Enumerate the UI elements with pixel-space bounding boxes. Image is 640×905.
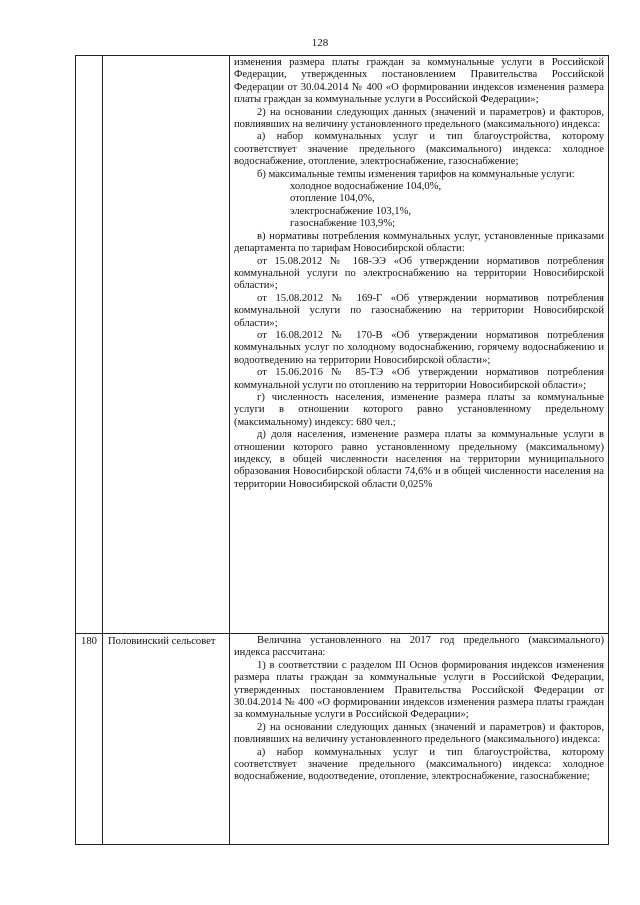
row-number-cell: 180 — [76, 634, 103, 845]
paragraph: г) численность населения, изменение размера платы за коммунальные услуги в отношении которого равно установленному предельному (максимальному) индексу: 680 чел.; — [234, 391, 604, 428]
description-cell — [230, 634, 609, 845]
paragraph: изменения размера платы граждан за коммунальные услуги в Российской Федерации, утвержденных постановлением Правительства Российской Федерации от 30.04.2014 № 400 «О формировании индексов изменения размера платы граждан за коммунальные услуги в Российской Федерации»; — [234, 57, 604, 106]
tariff-list-item: газоснабжение 103,9%; — [290, 218, 396, 230]
paragraph: а) набор коммунальных услуг и тип благоустройства, которому соответствует значение предельного (максимального) индекса: холодное водоснабжение, отопление, электроснабжение, газоснабжение; — [234, 131, 604, 168]
paragraph: от 16.08.2012 № 170-В «Об утверждении нормативов потребления коммунальных услуг по холодному водоснабжению, горячему водоснабжению и водоотведению на территории Новосибирской области»; — [234, 329, 604, 366]
page-number: 128 — [311, 37, 329, 49]
paragraph: 1) в соответствии с разделом III Основ формирования индексов изменения размера платы граждан за коммунальные услуги в Российской Федерации, утвержденных постановлением Правительства Российской Федерации от 30.04.2014 № 400 «О формировании индексов изменения размера платы граждан за коммунальные услуги в Российской Федерации»; — [234, 659, 604, 721]
table-row — [76, 56, 609, 634]
tariff-list-item: отопление 104,0%, — [290, 193, 375, 205]
paragraph: от 15.08.2012 № 168-ЭЭ «Об утверждении нормативов потребления коммунальной услуги по электроснабжению на территории Новосибирской области»; — [234, 255, 604, 292]
paragraph: Величина установленного на 2017 год предельного (максимального) индекса рассчитана: — [234, 635, 604, 659]
paragraph: 2) на основании следующих данных (значений и параметров) и факторов, повлиявших на величину установленного предельного (максимального) индекса: — [234, 106, 604, 131]
paragraph: от 15.08.2012 № 169-Г «Об утверждении нормативов потребления коммунальной услуги по газоснабжению на территории Новосибирской области»; — [234, 292, 604, 329]
paragraph: а) набор коммунальных услуг и тип благоустройства, которому соответствует значение предельного (максимального) индекса: холодное водоснабжение, водоотведение, отопление, электроснабжение, газоснабжение; — [234, 746, 604, 783]
municipality-cell: Половинский сельсовет — [103, 634, 230, 845]
row-number-cell — [76, 56, 103, 634]
municipality-cell — [103, 56, 230, 634]
description-cell — [230, 56, 609, 634]
indices-table — [75, 55, 609, 845]
tariff-list-item: холодное водоснабжение 104,0%, — [290, 181, 442, 193]
tariff-list-item: электроснабжение 103,1%, — [290, 205, 412, 217]
paragraph: в) нормативы потребления коммунальных услуг, установленные приказами департамента по тарифам Новосибирской области: — [234, 230, 604, 255]
paragraph: б) максимальные темпы изменения тарифов на коммунальные услуги: — [257, 168, 575, 180]
paragraph: 2) на основании следующих данных (значений и параметров) и факторов, повлиявших на величину установленного предельного (максимального) индекса: — [234, 721, 604, 746]
paragraph: д) доля населения, изменение размера платы за коммунальные услуги в отношении которого равно установленному предельному (максимальному) индексу, в общей численности населения на территории муниципального образования Новосибирской области 74,6% и в общей численности населения на территории Новосибирской области 0,025% — [234, 429, 604, 490]
paragraph: от 15.06.2016 № 85-ТЭ «Об утверждении нормативов потребления коммунальной услуги по отоплению на территории Новосибирской области»; — [234, 367, 604, 391]
table-row — [76, 634, 609, 845]
